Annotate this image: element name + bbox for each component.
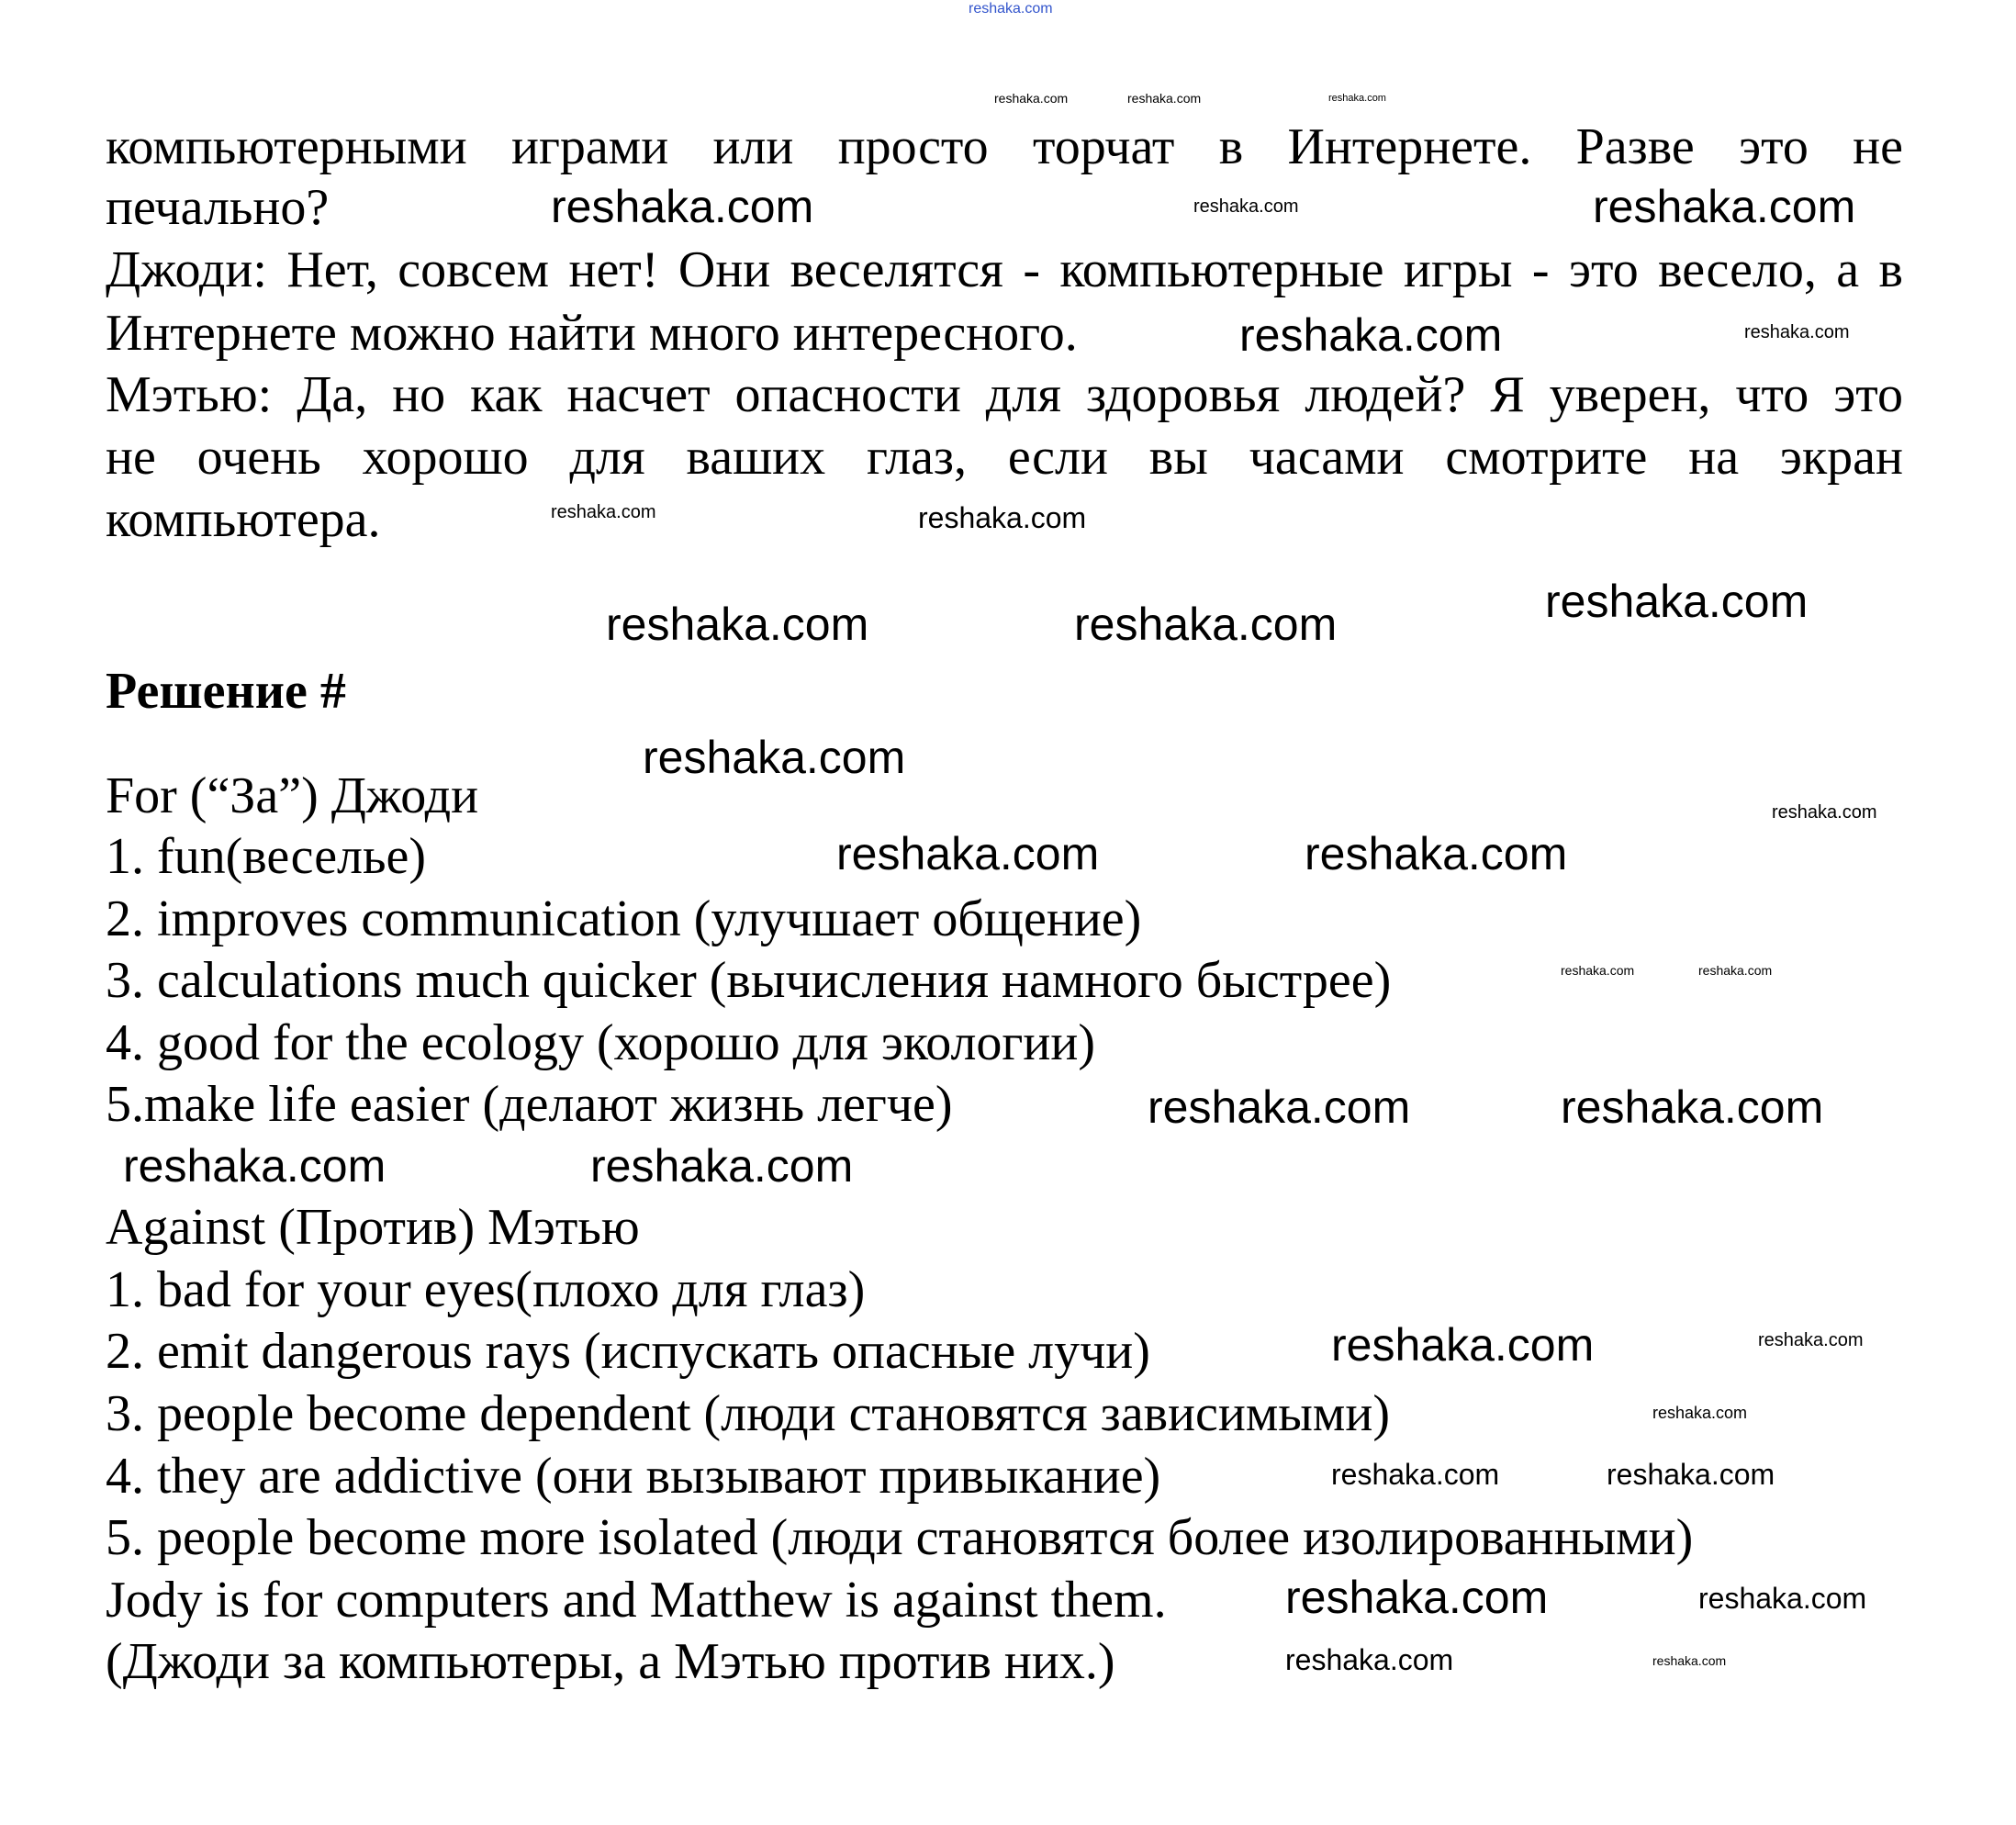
watermark: reshaka.com	[1331, 1458, 1500, 1491]
watermark: reshaka.com	[1074, 599, 1338, 650]
watermark: reshaka.com	[1127, 91, 1202, 106]
dialogue-line: компьютерными играми или просто торчат в Интернете. Разве это не	[106, 118, 1903, 175]
watermark: reshaka.com	[1239, 309, 1503, 361]
list-item: 4. good for the ecology (хорошо для экологии)	[106, 1014, 1095, 1071]
watermark: reshaka.com	[1193, 196, 1299, 217]
list-item: 3. people become dependent (люди становятся зависимыми)	[106, 1385, 1390, 1442]
list-item: 1. fun(веселье)	[106, 828, 427, 885]
conclusion-line: (Джоди за компьютеры, а Мэтью против них.)	[106, 1633, 1115, 1690]
list-item: 5. people become more isolated (люди становятся более изолированными)	[106, 1509, 1694, 1566]
for-heading: For (“За”) Джоди	[106, 767, 479, 824]
watermark: reshaka.com	[1744, 322, 1850, 342]
solution-heading: Решение #	[106, 663, 346, 720]
watermark: reshaka.com	[1328, 93, 1386, 104]
watermark: reshaka.com	[969, 1, 1053, 17]
dialogue-line: Интернете можно найти много интересного.	[106, 305, 1078, 362]
watermark: reshaka.com	[1331, 1319, 1595, 1371]
watermark: reshaka.com	[1652, 1653, 1727, 1668]
watermark: reshaka.com	[1698, 963, 1773, 978]
dialogue-line: не очень хорошо для ваших глаз, если вы часами смотрите на экран	[106, 429, 1903, 486]
watermark: reshaka.com	[994, 91, 1069, 106]
watermark: reshaka.com	[1305, 828, 1568, 879]
watermark: reshaka.com	[551, 502, 656, 522]
conclusion-line: Jody is for computers and Matthew is against them.	[106, 1572, 1167, 1629]
watermark: reshaka.com	[1561, 963, 1635, 978]
list-item: 5.make life easier (делают жизнь легче)	[106, 1076, 953, 1133]
watermark: reshaka.com	[643, 732, 906, 783]
against-heading: Against (Против) Мэтью	[106, 1199, 640, 1256]
dialogue-line: Мэтью: Да, но как насчет опасности для здоровья людей? Я уверен, что это	[106, 366, 1903, 423]
watermark: reshaka.com	[1698, 1582, 1867, 1615]
watermark: reshaka.com	[836, 828, 1100, 879]
dialogue-line: печально?	[106, 179, 330, 236]
watermark: reshaka.com	[1593, 181, 1856, 232]
watermark: reshaka.com	[918, 501, 1087, 534]
watermark: reshaka.com	[1772, 802, 1877, 823]
watermark: reshaka.com	[590, 1140, 854, 1192]
watermark: reshaka.com	[1285, 1643, 1454, 1676]
watermark: reshaka.com	[1758, 1330, 1864, 1350]
watermark: reshaka.com	[551, 181, 814, 232]
list-item: 3. calculations much quicker (вычисления намного быстрее)	[106, 952, 1392, 1009]
dialogue-line: Джоди: Нет, совсем нет! Они веселятся - компьютерные игры - это весело, а в	[106, 241, 1903, 298]
watermark: reshaka.com	[1607, 1458, 1775, 1491]
watermark: reshaka.com	[1285, 1572, 1549, 1623]
list-item: 2. emit dangerous rays (испускать опасные лучи)	[106, 1323, 1150, 1380]
watermark: reshaka.com	[123, 1140, 386, 1192]
watermark: reshaka.com	[1148, 1081, 1411, 1133]
watermark: reshaka.com	[1545, 576, 1809, 627]
watermark: reshaka.com	[1561, 1081, 1824, 1133]
dialogue-line: компьютера.	[106, 491, 381, 548]
list-item: 2. improves communication (улучшает общение)	[106, 890, 1142, 947]
watermark: reshaka.com	[606, 599, 869, 650]
list-item: 4. they are addictive (они вызывают привыкание)	[106, 1448, 1161, 1505]
watermark: reshaka.com	[1652, 1404, 1748, 1422]
list-item: 1. bad for your eyes(плохо для глаз)	[106, 1261, 866, 1318]
